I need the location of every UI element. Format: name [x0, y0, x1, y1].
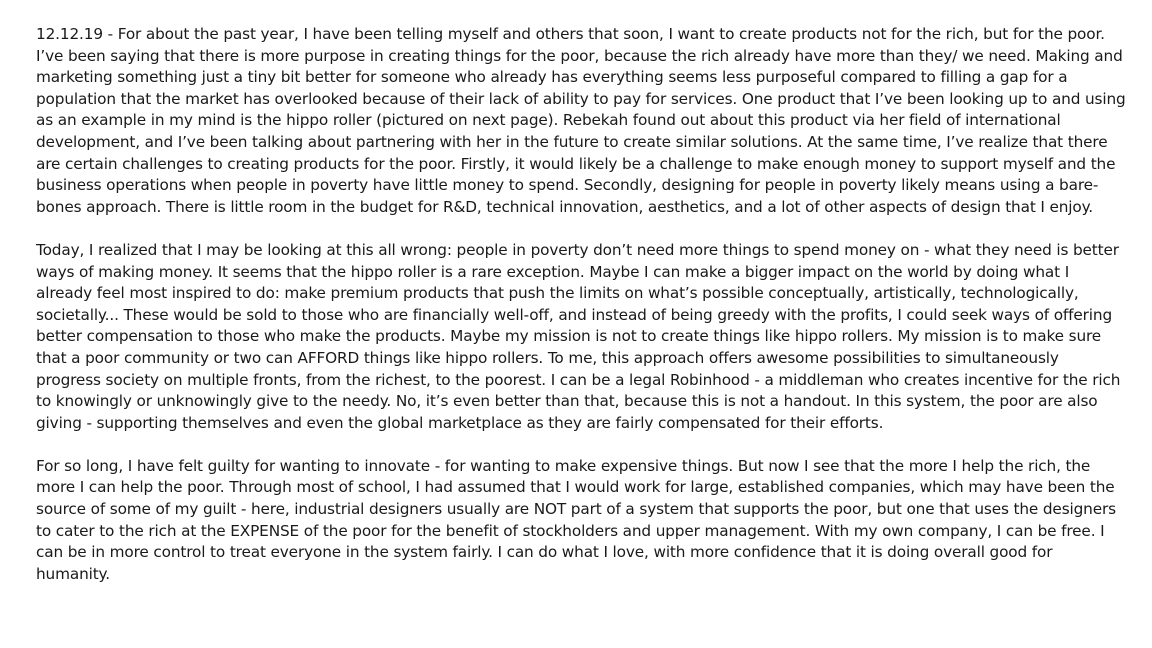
paragraph-1: 12.12.19 - For about the past year, I have been telling myself and others that soon, I want to create products not for the rich, but for the poor. I’ve been saying that there is more purpose in creating things for the poor, because the rich already have more than they/ we need. Making and marketing something just a tiny bit better for someone who already has everything seems less purposeful compared to filling a gap for a population that the market has overlooked because of their lack of ability to pay for services. One product that I’ve been looking up to and using as an example in my mind is the hippo roller (pictured on next page). Rebekah found out about this product via her field of international development, and I’ve been talking about partnering with her in the future to create similar solutions. At the same time, I’ve realize that there are certain challenges to creating products for the poor. Firstly, it would likely be a challenge to make enough money to support myself and the business operations when people in poverty have little money to spend. Secondly, designing for people in poverty likely means using a bare-bones approach. There is little room in the budget for R&D, technical innovation, aesthetics, and a lot of other aspects of design that I enjoy.: [36, 25, 1126, 216]
document-body: [36, 24, 1126, 585]
paragraph-3: For so long, I have felt guilty for wanting to innovate - for wanting to make expensive things. But now I see that the more I help the rich, the more I can help the poor. Through most of school, I had assumed that I would work for large, established companies, which may have been the source of some of my guilt - here, industrial designers usually are NOT part of a system that supports the poor, but one that uses the designers to cater to the rich at the EXPENSE of the poor for the benefit of stockholders and upper management. With my own company, I can be free. I can be in more control to treat everyone in the system fairly. I can do what I love, with more confidence that it is doing overall good for humanity.: [36, 456, 1116, 583]
paragraph-2: Today, I realized that I may be looking at this all wrong: people in poverty don’t need more things to spend money on - what they need is better ways of making money. It seems that the hippo roller is a rare exception. Maybe I can make a bigger impact on the world by doing what I already feel most inspired to do: make premium products that push the limits on what’s possible conceptually, artistically, technologically, societally... These would be sold to those who are financially well-off, and instead of being greedy with the profits, I could seek ways of offering better compensation to those who make the products. Maybe my mission is not to create things like hippo rollers. My mission is to make sure that a poor community or two can AFFORD things like hippo rollers. To me, this approach offers awesome possibilities to simultaneously progress society on multiple fronts, from the richest, to the poorest. I can be a legal Robinhood - a middleman who creates incentive for the rich to knowingly or unknowingly give to the needy. No, it’s even better than that, because this is not a handout. In this system, the poor are also giving - supporting themselves and even the global marketplace as they are fairly compensated for their efforts.: [36, 240, 1121, 432]
